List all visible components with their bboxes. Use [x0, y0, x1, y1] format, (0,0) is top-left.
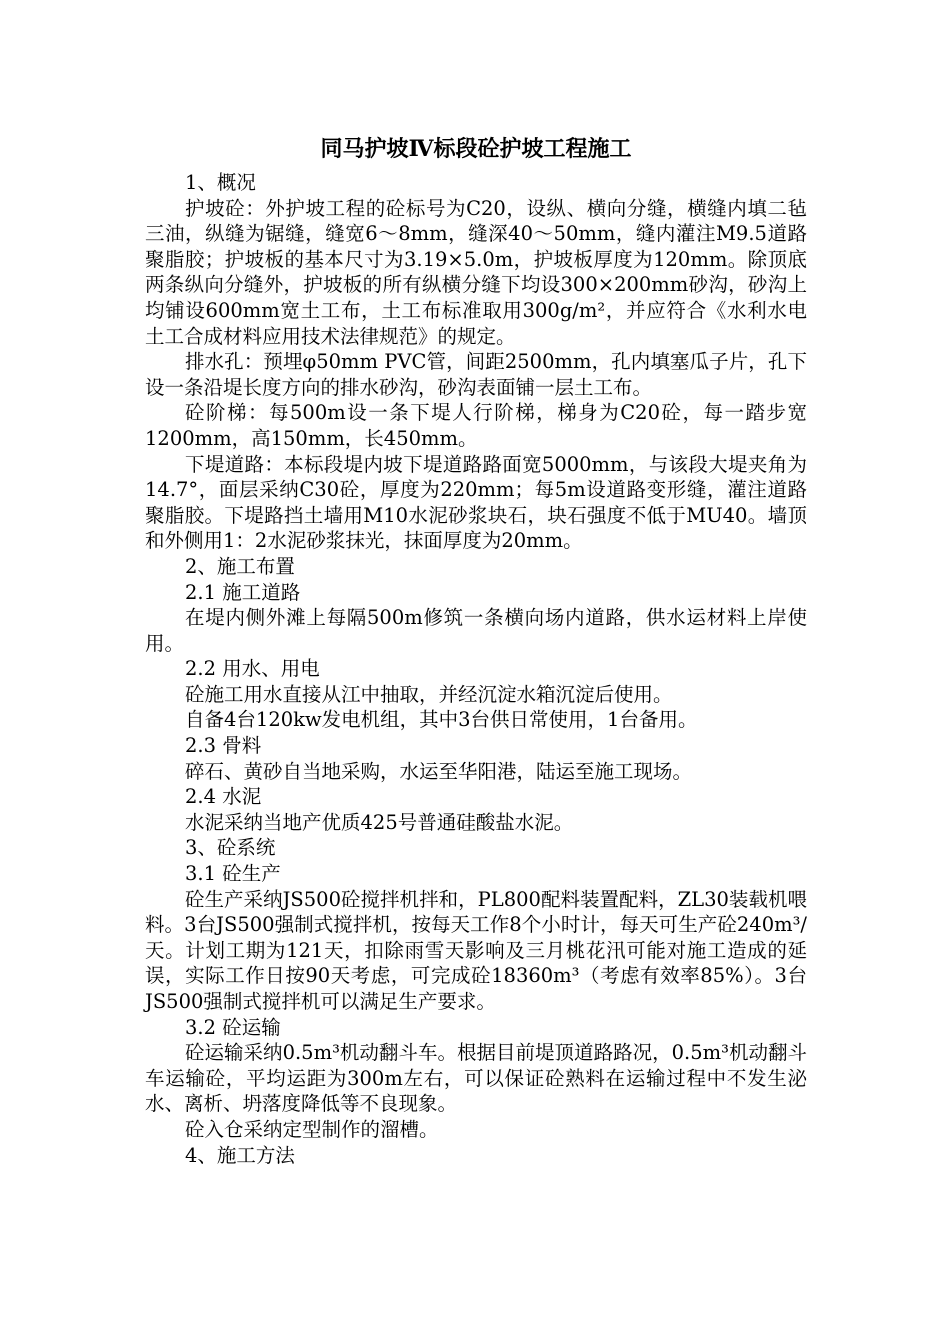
paragraph: 自备4台120kw发电机组，其中3台供日常使用，1台备用。	[185, 708, 698, 732]
subsection-heading: 2.2 用水、用电	[185, 657, 320, 681]
section-heading: 1、概况	[185, 171, 256, 194]
paragraph: 护坡砼：外护坡工程的砼标号为C20，设纵、横向分缝，横缝内填二毡三油，纵缝为锯缝，缝宽6～8mm，缝深40～50mm，缝内灌注M9.5道路聚脂胶；护坡板的基本尺寸为3.19×5.0m，护坡板厚度为120mm。除顶底两条纵向分缝外，护坡板的所有纵横分缝下均设300×200mm砂沟，砂沟上均铺设600mm宽土工布，土工布标准取用300g/m²，并应符合《水利水电土工合成材料应用技术法律规范》的规定。	[145, 196, 807, 348]
paragraph: 排水孔：预埋φ50mm PVC管，间距2500mm，孔内填塞瓜子片，孔下设一条沿堤长度方向的排水砂沟，砂沟表面铺一层土工布。	[145, 350, 807, 399]
paragraph: 在堤内侧外滩上每隔500m修筑一条横向场内道路，供水运材料上岸使用。	[145, 606, 807, 655]
paragraph: 水泥采纳当地产优质425号普通硅酸盐水泥。	[185, 810, 574, 834]
subsection-heading: 3.2 砼运输	[185, 1015, 281, 1039]
subsection-heading: 3.1 砼生产	[185, 862, 281, 886]
paragraph: 砼生产采纳JS500砼搅拌机拌和，PL800配料装置配料，ZL30装载机喂料。3台JS500强制式搅拌机，按每天工作8个小时计，每天可生产砼240m³/天。计划工期为121天，扣除雨雪天影响及三月桃花汛可能对施工造成的延误，实际工作日按90天考虑，可完成砼18360m³（考虑有效率85%）。3台JS500强制式搅拌机可以满足生产要求。	[145, 887, 807, 1013]
section-heading: 4、施工方法	[185, 1143, 295, 1167]
paragraph: 砼入仓采纳定型制作的溜槽。	[185, 1117, 439, 1141]
subsection-heading: 2.1 施工道路	[185, 580, 301, 604]
section-heading: 2、施工布置	[185, 554, 295, 578]
subsection-heading: 2.4 水泥	[185, 785, 262, 809]
paragraph: 砼阶梯：每500m设一条下堤人行阶梯，梯身为C20砼，每一踏步宽1200mm，高150mm，长450mm。	[145, 401, 807, 450]
section-heading: 3、砼系统	[185, 836, 276, 860]
paragraph: 下堤道路：本标段堤内坡下堤道路路面宽5000mm，与该段大堤夹角为14.7°，面层采纳C30砼，厚度为220mm；每5m设道路变形缝，灌注道路聚脂胶。下堤路挡土墙用M10水泥砂浆块石，块石强度不低于MU40。墙顶和外侧用1：2水泥砂浆抹光，抹面厚度为20mm。	[145, 452, 807, 553]
document-title: 同马护坡Ⅳ标段砼护坡工程施工	[320, 136, 632, 162]
document-page	[145, 134, 807, 1168]
subsection-heading: 2.3 骨料	[185, 734, 262, 758]
paragraph: 砼运输采纳0.5m³机动翻斗车。根据目前堤顶道路路况，0.5m³机动翻斗车运输砼，平均运距为300m左右，可以保证砼熟料在运输过程中不发生泌水、离析、坍落度降低等不良现象。	[145, 1041, 807, 1116]
paragraph: 砼施工用水直接从江中抽取，并经沉淀水箱沉淀后使用。	[185, 682, 673, 706]
paragraph: 碎石、黄砂自当地采购，水运至华阳港，陆运至施工现场。	[185, 759, 693, 783]
